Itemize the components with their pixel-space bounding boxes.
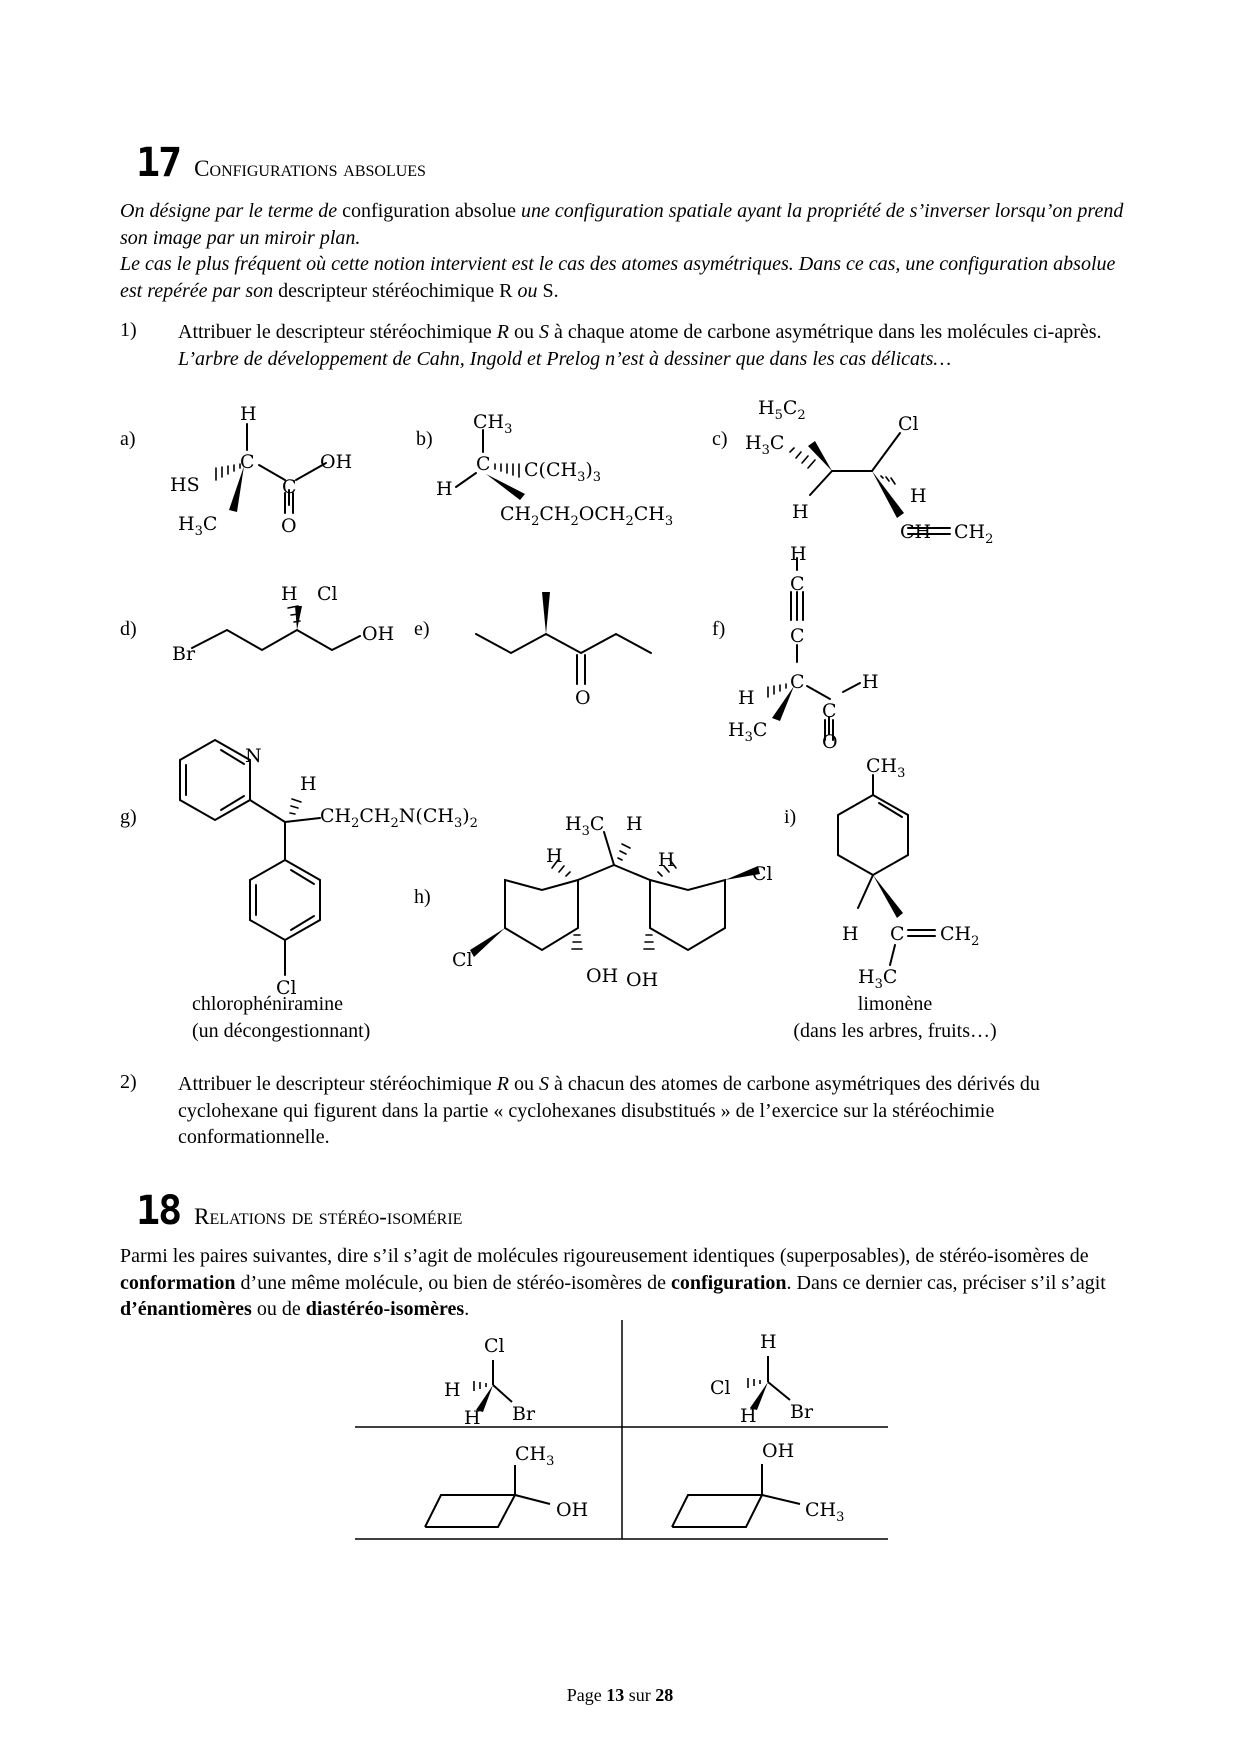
atom-label: Br <box>790 1401 814 1423</box>
atom-label: Cl <box>452 949 473 971</box>
atom-label: H <box>862 671 879 693</box>
section-title: Relations de stéréo-isomérie <box>194 1204 463 1229</box>
atom-label: C <box>790 671 805 693</box>
intro-term: descripteur stéréochimique R <box>278 279 518 302</box>
atom-label: H <box>842 923 859 945</box>
atom-label: H <box>738 687 755 709</box>
q-text: à chaque atome de carbone asymétrique dans les molécules ci-après. <box>549 321 1102 343</box>
section-title: Configurations absolues <box>194 156 426 181</box>
atom-label: Cl <box>898 413 919 435</box>
intro-text: Le cas le plus fréquent où cette notion intervient est le cas des atomes asymétriques. Dans ce cas, une configuration absolue est repérée par son <box>120 253 1116 302</box>
molecule-h <box>470 832 760 957</box>
q-text: S <box>539 1073 549 1095</box>
atom-label: O <box>575 687 591 709</box>
atom-label: H <box>760 1331 777 1353</box>
atom-label: $CH_2$ <box>954 521 994 547</box>
atom-label: H <box>658 849 675 871</box>
section-number: 18 <box>136 1188 181 1234</box>
atom-label: OH <box>362 623 395 645</box>
question-2-text <box>178 1071 1128 1151</box>
atom-label: O <box>822 731 838 753</box>
p-text: . <box>464 1298 470 1320</box>
molecule-name: chlorophéniramine <box>192 993 344 1015</box>
atom-label: CH <box>900 521 932 543</box>
atom-label: C <box>282 476 297 498</box>
q-text: à chacun des atomes de carbone asymétriques des dérivés du cyclohexane qui figurent dans la partie « cyclohexanes disubstitués » de l’exercice sur la stéréochimie conformationnelle. <box>178 1073 1040 1148</box>
label-b: b) <box>416 428 433 450</box>
atom-label: H <box>444 1379 461 1401</box>
atom-label: $CH_2CH_2OCH_2CH_3$ <box>500 503 674 529</box>
atom-label: $CH_2CH_2N(CH_3)_2$ <box>320 805 478 831</box>
q-text: ou <box>509 1073 539 1095</box>
p-text: d’une même molécule, ou bien de stéréo-isomères de <box>235 1271 671 1294</box>
atom-label: OH <box>762 1440 795 1462</box>
atom-label: $C(CH_3)_3$ <box>524 459 602 485</box>
molecule-f <box>768 558 860 740</box>
q-text: ou <box>509 321 539 343</box>
atom-label: $H_3C$ <box>565 813 605 839</box>
intro-term: S. <box>537 279 559 302</box>
label-d: d) <box>120 618 137 640</box>
isomer-pairs-table <box>0 1320 1240 1560</box>
atom-label: H <box>740 1405 757 1427</box>
atom-label: $CH_3$ <box>805 1499 845 1525</box>
atom-label: Cl <box>276 977 297 999</box>
p-bold: d’énantiomères <box>120 1298 252 1320</box>
label-i: i) <box>784 806 797 828</box>
atom-label: H <box>281 583 298 605</box>
caption-i <box>770 991 1020 1045</box>
atom-label: C <box>890 923 905 945</box>
label-f: f) <box>712 618 726 640</box>
intro-term: configuration absolue <box>342 200 517 222</box>
question-1-number: 1) <box>120 319 137 341</box>
atom-label: Cl <box>752 863 773 885</box>
label-e: e) <box>414 618 430 640</box>
intro-text: une configuration spatiale ayant la propriété de s’inverser lorsqu’on prend son image par un miroir plan. <box>120 200 1124 249</box>
atom-label: $H_5C_2$ <box>758 397 806 423</box>
page-number: 13 <box>606 1685 625 1705</box>
question-1-hint: L’arbre de développement de Cahn, Ingold et Prelog n’est à dessiner que dans les cas délicats… <box>178 347 952 370</box>
atom-label: Br <box>172 643 196 665</box>
atom-label: OH <box>586 965 619 987</box>
atom-label: $CH_2$ <box>940 923 980 949</box>
label-g: g) <box>120 806 137 828</box>
atom-label: H <box>240 403 257 425</box>
q-text: Attribuer le descripteur stéréochimique <box>178 1073 497 1095</box>
atom-label: Br <box>512 1403 536 1425</box>
atom-label: C <box>476 453 491 475</box>
atom-label: H <box>792 501 809 523</box>
intro-text: ou <box>517 279 538 302</box>
atom-label: H <box>436 478 453 500</box>
page-total: 28 <box>655 1685 674 1705</box>
molecule-g <box>180 740 320 975</box>
atom-label: N <box>245 745 262 767</box>
atom-label: H <box>464 1407 481 1429</box>
section-number: 17 <box>136 140 181 186</box>
atom-label: C <box>790 573 805 595</box>
p-bold: configuration <box>670 1271 787 1294</box>
atom-label: $H_3C$ <box>745 432 785 458</box>
intro-text: On désigne par le terme de <box>120 200 343 222</box>
atom-label: $CH_3$ <box>473 411 513 437</box>
atom-label: Cl <box>484 1335 505 1357</box>
footer-text: sur <box>624 1685 656 1705</box>
p-text: . Dans ce dernier cas, préciser s’il s’agit <box>786 1271 1106 1294</box>
atom-label: C <box>240 451 255 473</box>
caption-g <box>192 991 370 1045</box>
atom-label: H <box>546 845 563 867</box>
label-a: a) <box>120 428 136 450</box>
atom-label: Cl <box>317 583 338 605</box>
p-text: Parmi les paires suivantes, dire s’il s’agit de molécules rigoureusement identiques (superposables), de stéréo-isomères de <box>120 1245 1089 1267</box>
p-bold: conformation <box>120 1271 236 1294</box>
label-h: h) <box>414 886 431 908</box>
q-text: Attribuer le descripteur stéréochimique <box>178 321 497 343</box>
atom-label: O <box>281 515 297 537</box>
footer-text: Page <box>566 1685 607 1705</box>
atom-label: H <box>910 485 927 507</box>
atom-label: HS <box>170 474 200 496</box>
molecule-description: (dans les arbres, fruits…) <box>793 1020 997 1042</box>
atom-label: H <box>626 813 643 835</box>
p-bold: diastéréo-isomères <box>305 1298 465 1320</box>
q-text: R <box>496 1073 509 1095</box>
atom-label: OH <box>320 451 353 473</box>
q-text: S <box>539 321 549 343</box>
atom-label: $H_3C$ <box>728 719 768 745</box>
q-text: R <box>496 321 509 343</box>
molecule-c <box>790 433 950 534</box>
molecule-d <box>192 606 360 650</box>
section-18-heading <box>136 1188 462 1234</box>
atom-label: $CH_3$ <box>866 755 906 781</box>
atom-label: Cl <box>710 1377 731 1399</box>
page-footer <box>0 1685 1240 1706</box>
atom-label: H <box>300 773 317 795</box>
p-text: ou de <box>251 1298 306 1320</box>
molecule-a <box>216 424 326 513</box>
molecule-name: limonène <box>857 993 933 1015</box>
question-2-number: 2) <box>120 1071 137 1093</box>
atom-label: $H_3C$ <box>178 513 218 539</box>
atom-label: C <box>790 625 805 647</box>
atom-label: $H_3C$ <box>858 966 898 992</box>
atom-label: OH <box>556 1499 589 1521</box>
atom-label: OH <box>626 969 659 991</box>
atom-label: C <box>822 700 837 722</box>
molecule-e <box>476 592 651 684</box>
atom-label: $CH_3$ <box>515 1443 555 1469</box>
atom-label: H <box>790 543 807 565</box>
section-18-paragraph <box>120 1243 1130 1323</box>
label-c: c) <box>712 428 728 450</box>
molecule-description: (un décongestionnant) <box>192 1020 371 1042</box>
